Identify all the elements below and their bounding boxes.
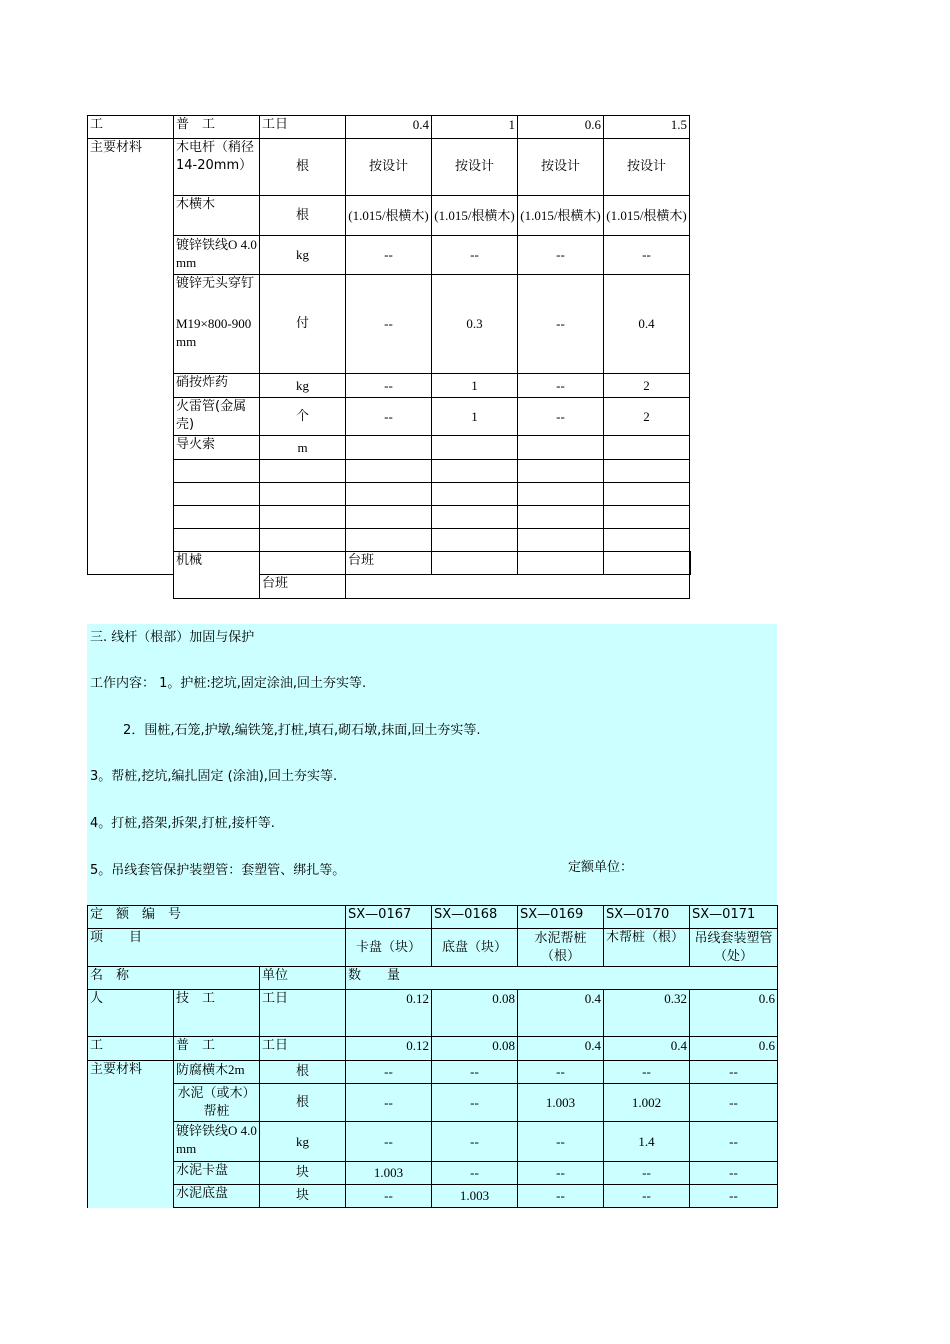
code-cell: SX—0170 [604, 906, 690, 929]
item-header-cell: 木帮桩（根） [604, 929, 690, 967]
value-cell: 0.4 [604, 1037, 690, 1061]
value-cell: -- [346, 1122, 432, 1162]
category-cell: 机械 [174, 552, 260, 599]
item-cell: 普 工 [174, 1037, 260, 1061]
value-cell: 0.6 [690, 990, 778, 1037]
value-cell: -- [604, 1185, 690, 1208]
work-content-line: 4。打桩,搭架,拆架,打桩,接杆等. [90, 816, 275, 831]
value-cell: 0.4 [604, 275, 690, 374]
item-name: 镀锌无头穿钉 [176, 276, 255, 291]
value-cell: 1 [432, 116, 518, 139]
work-content-block [87, 624, 777, 905]
value-cell: -- [346, 1185, 432, 1208]
value-cell: -- [346, 1061, 432, 1084]
value-cell: (1.015/根横木) [604, 196, 690, 236]
item-cell: 木横木 [174, 196, 260, 236]
value-cell: -- [346, 398, 432, 436]
code-cell: SX—0168 [432, 906, 518, 929]
value-cell: -- [432, 1061, 518, 1084]
value-cell: 按设计 [604, 139, 690, 196]
table-row [88, 967, 778, 990]
unit-cell: m [260, 436, 346, 460]
value-cell: 按设计 [518, 139, 604, 196]
value-cell: 按设计 [432, 139, 518, 196]
value-cell: -- [518, 1122, 604, 1162]
unit-cell: 工日 [260, 1037, 346, 1061]
work-content-line: 5。吊线套管保护装塑管：套塑管、绑扎等。 [90, 863, 346, 878]
item-cell: 木电杆（稍径14-20mm） [174, 139, 260, 196]
value-cell: -- [518, 1061, 604, 1084]
item-header-cell: 水泥帮桩（根） [518, 929, 604, 967]
value-cell: -- [604, 236, 690, 275]
value-cell: -- [604, 1162, 690, 1185]
category-cell: 主要材料 [88, 1061, 174, 1208]
work-content-line: 3。帮桩,挖坑,编扎固定 (涂油),回土夯实等. [90, 769, 338, 784]
item-spec: M19×800-900 mm [176, 316, 252, 349]
item-cell: 硝按炸药 [174, 374, 260, 398]
unit-cell: 付 [260, 275, 346, 374]
section-title: 三. 线杆（根部）加固与保护 [90, 630, 255, 645]
table-row [88, 374, 691, 398]
value-cell: 1.003 [432, 1185, 518, 1208]
work-content-line: 2．围桩,石笼,护墩,编铁笼,打桩,填石,砌石墩,抹面,回土夯实等. [90, 723, 481, 738]
table-row [88, 990, 778, 1037]
value-cell: 0.4 [518, 1037, 604, 1061]
unit-cell: 块 [260, 1185, 346, 1208]
value-cell: 0.32 [604, 990, 690, 1037]
table-row [88, 1122, 778, 1162]
table-row [88, 552, 691, 575]
unit-cell: 根 [260, 139, 346, 196]
value-cell: -- [346, 275, 432, 374]
value-cell: -- [432, 236, 518, 275]
value-cell: -- [432, 1084, 518, 1122]
table-row [88, 906, 778, 929]
value-cell: -- [690, 1185, 778, 1208]
category-cell: 人 [88, 990, 174, 1037]
item-cell: 防腐横木2m [174, 1061, 260, 1084]
value-cell [432, 436, 518, 460]
value-cell [604, 436, 690, 460]
unit-cell: 工日 [260, 116, 346, 139]
item-header-cell: 吊线套装塑管（处） [690, 929, 778, 967]
table-row [88, 929, 778, 967]
value-cell: -- [432, 1122, 518, 1162]
unit-cell: kg [260, 236, 346, 275]
table-row [88, 1061, 778, 1084]
category-cell: 工 [88, 1037, 174, 1061]
value-cell [518, 436, 604, 460]
material-table-upper [87, 115, 691, 599]
value-cell: 0.3 [432, 275, 518, 374]
value-cell: -- [518, 374, 604, 398]
unit-cell: kg [260, 374, 346, 398]
table-row [88, 436, 691, 460]
value-cell: -- [518, 236, 604, 275]
value-cell: -- [690, 1162, 778, 1185]
table-row [88, 1084, 778, 1122]
quota-table-lower [87, 905, 778, 1208]
header-item: 项 目 [88, 929, 346, 967]
unit-cell: 工日 [260, 990, 346, 1037]
value-cell: -- [518, 275, 604, 374]
value-cell: 0.4 [518, 990, 604, 1037]
header-name: 名 称 [88, 967, 260, 990]
unit-cell: 块 [260, 1162, 346, 1185]
value-cell: (1.015/根横木) [518, 196, 604, 236]
value-cell: 0.4 [346, 116, 432, 139]
value-cell: 0.12 [346, 1037, 432, 1061]
header-unit: 单位 [260, 967, 346, 990]
unit-cell: 根 [260, 196, 346, 236]
item-cell: 镀锌铁线O 4.0mm [174, 236, 260, 275]
category-cell: 主要材料 [88, 139, 174, 575]
table-row [88, 398, 691, 436]
value-cell: -- [690, 1122, 778, 1162]
item-header-cell: 底盘（块） [432, 929, 518, 967]
item-cell [174, 275, 260, 374]
value-cell: (1.015/根横木) [346, 196, 432, 236]
value-cell: -- [690, 1061, 778, 1084]
value-cell: 0.12 [346, 990, 432, 1037]
value-cell: 1.5 [604, 116, 690, 139]
value-cell: 0.6 [518, 116, 604, 139]
table-row [88, 236, 691, 275]
item-cell: 镀锌铁线O 4.0mm [174, 1122, 260, 1162]
value-cell: -- [604, 1061, 690, 1084]
table-row [88, 529, 691, 552]
unit-cell: 台班 [346, 552, 432, 575]
value-cell: 2 [604, 398, 690, 436]
value-cell: 0.08 [432, 990, 518, 1037]
value-cell: -- [346, 236, 432, 275]
item-cell: 水泥卡盘 [174, 1162, 260, 1185]
value-cell: -- [690, 1084, 778, 1122]
value-cell: 1.003 [346, 1162, 432, 1185]
table-row [88, 196, 691, 236]
value-cell: (1.015/根横木) [432, 196, 518, 236]
value-cell: 1 [432, 398, 518, 436]
table-row [88, 483, 691, 506]
value-cell: 按设计 [346, 139, 432, 196]
value-cell: -- [518, 1185, 604, 1208]
value-cell: -- [518, 398, 604, 436]
unit-cell: kg [260, 1122, 346, 1162]
value-cell: 0.08 [432, 1037, 518, 1061]
value-cell: -- [432, 1162, 518, 1185]
work-content-line: 工作内容： 1。护桩:挖坑,固定涂油,回土夯实等. [90, 676, 367, 691]
table-row [88, 139, 691, 196]
unit-cell: 根 [260, 1084, 346, 1122]
unit-cell: 根 [260, 1061, 346, 1084]
item-cell: 水泥底盘 [174, 1185, 260, 1208]
table-row [88, 1162, 778, 1185]
quota-unit-label: 定额单位： [568, 860, 634, 875]
header-quantity: 数 量 [346, 967, 778, 990]
table-row [88, 506, 691, 529]
unit-cell: 台班 [260, 575, 346, 599]
table-row [88, 1185, 778, 1208]
value-cell: 1 [432, 374, 518, 398]
item-cell: 技 工 [174, 990, 260, 1037]
item-header-cell: 卡盘（块） [346, 929, 432, 967]
value-cell: 1.4 [604, 1122, 690, 1162]
item-cell: 水泥（或木）帮桩 [174, 1084, 260, 1122]
value-cell: -- [346, 374, 432, 398]
item-cell: 火雷管(金属壳) [174, 398, 260, 436]
table-row [88, 1037, 778, 1061]
item-cell: 导火索 [174, 436, 260, 460]
unit-cell: 个 [260, 398, 346, 436]
category-cell: 工 [88, 116, 174, 139]
value-cell: 0.6 [690, 1037, 778, 1061]
item-cell: 普 工 [174, 116, 260, 139]
value-cell: -- [518, 1162, 604, 1185]
code-cell: SX—0171 [690, 906, 778, 929]
value-cell: -- [346, 1084, 432, 1122]
value-cell [346, 436, 432, 460]
value-cell: 1.002 [604, 1084, 690, 1122]
header-code: 定 额 编 号 [88, 906, 346, 929]
table-row [88, 460, 691, 483]
code-cell: SX—0167 [346, 906, 432, 929]
table-row [88, 116, 691, 139]
code-cell: SX—0169 [518, 906, 604, 929]
value-cell: 2 [604, 374, 690, 398]
table-row [88, 275, 691, 374]
value-cell: 1.003 [518, 1084, 604, 1122]
